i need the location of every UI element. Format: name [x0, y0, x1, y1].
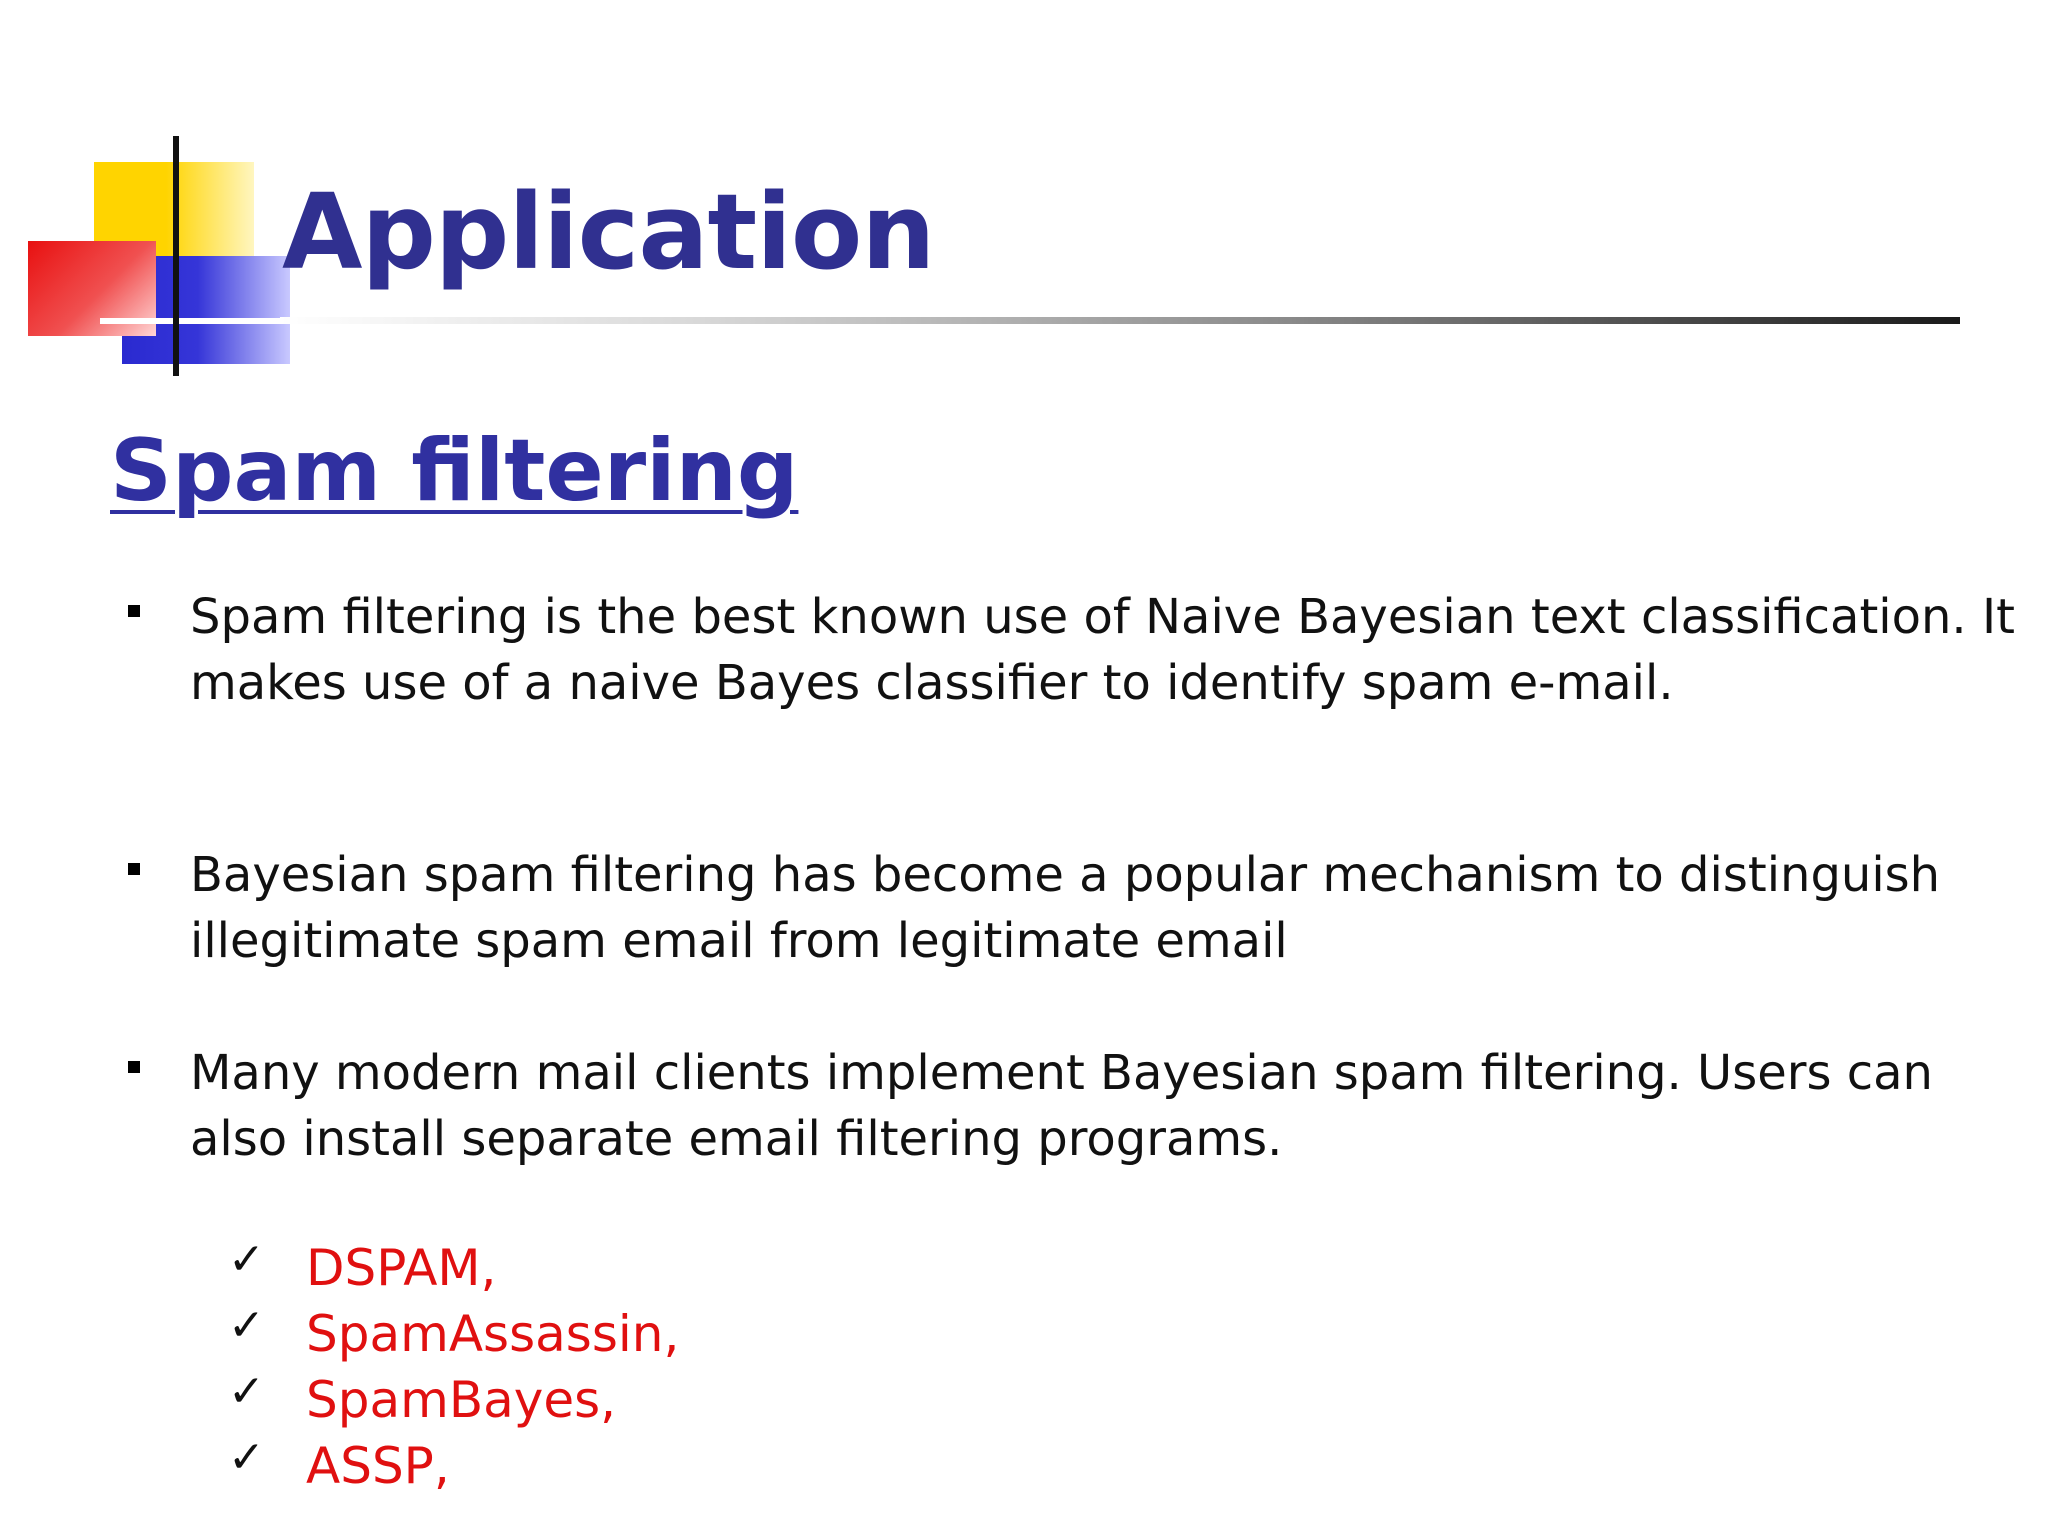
- bullet-text-3: Many modern mail clients implement Bayesian spam filtering. Users can also install separate email filtering programs.: [190, 1045, 1933, 1167]
- tool-item-2: SpamAssassin,: [306, 1305, 680, 1363]
- square-bullet-icon: [128, 863, 140, 875]
- bullet-text-2: Bayesian spam filtering has become a popular mechanism to distinguish illegitimate spam email from legitimate email: [190, 847, 1941, 969]
- tool-item-1: DSPAM,: [306, 1239, 497, 1297]
- checkmark-icon: ✓: [228, 1234, 265, 1285]
- bullet-text-1: Spam filtering is the best known use of Naive Bayesian text classification. It makes use of a naive Bayes classifier to identify spam e-mail.: [190, 589, 2015, 711]
- title-divider: [280, 317, 1960, 324]
- slide-title: Application: [282, 171, 935, 293]
- section-heading: Spam filtering: [110, 421, 799, 521]
- square-bullet-icon: [128, 605, 140, 617]
- checkmark-icon: ✓: [228, 1432, 265, 1483]
- checkmark-icon: ✓: [228, 1366, 265, 1417]
- checkmark-icon: ✓: [228, 1300, 265, 1351]
- decor-white-line: [100, 318, 290, 324]
- tool-item-3: SpamBayes,: [306, 1371, 617, 1429]
- square-bullet-icon: [128, 1061, 140, 1073]
- decor-vertical-line: [173, 136, 179, 376]
- tool-item-4: ASSP,: [306, 1437, 450, 1495]
